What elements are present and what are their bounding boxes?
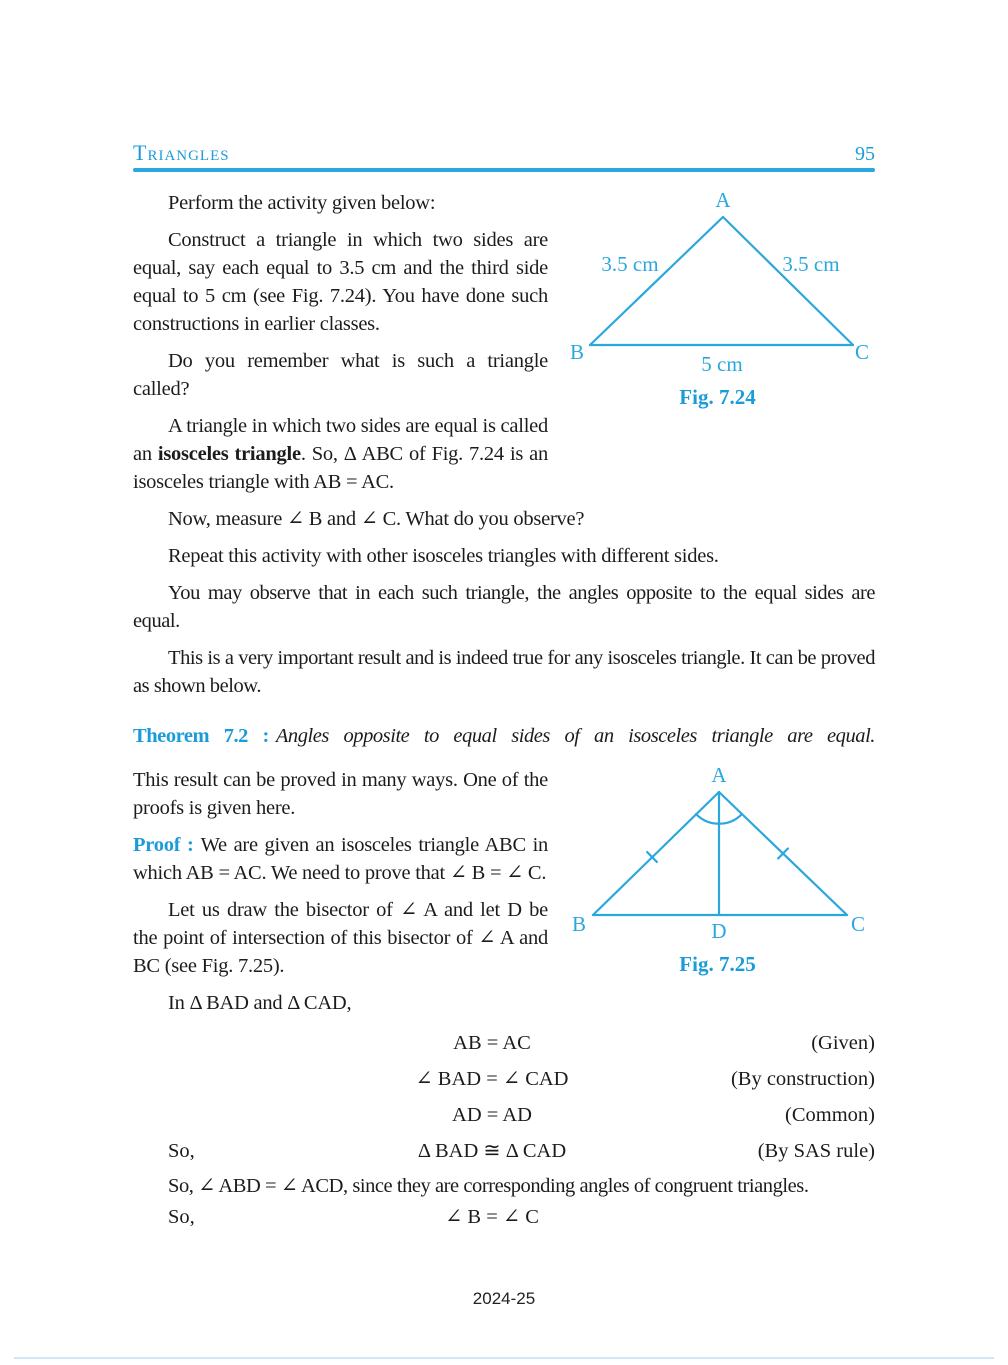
proof-label: Proof : <box>133 834 194 856</box>
paragraph-result-proved: This result can be proved in many ways. One of the proofs is given here. <box>133 769 548 819</box>
conclusion-expression: ∠ B = ∠ C <box>445 1206 539 1228</box>
equation-reason: (By construction) <box>730 1068 875 1090</box>
equation-row <box>133 1026 875 1062</box>
page-content <box>133 140 875 1236</box>
side-ab-line <box>590 217 723 345</box>
definition-pre-text: A triangle in which two sides are equal is called an <box>133 415 548 465</box>
paragraph-isosceles-definition <box>133 412 875 496</box>
equation-connector: So, <box>168 1140 195 1162</box>
header-rule <box>133 168 875 172</box>
equation-row <box>133 1134 875 1170</box>
proof-text: We are given an isosceles triangle ABC in which AB = AC. We need to prove that ∠ B = ∠ C. <box>133 834 549 884</box>
equation-reason: (Common) <box>785 1104 875 1126</box>
vertex-a-label: A <box>715 189 731 212</box>
side-ac-line <box>723 217 853 345</box>
figure-7-24 <box>560 189 875 410</box>
equation-reason: (By SAS rule) <box>757 1140 875 1162</box>
paragraph-now-measure: Now, measure ∠ B and ∠ C. What do you observe? <box>168 508 585 530</box>
conclusion-row <box>133 1200 875 1236</box>
vertex-c-label: C <box>854 340 870 364</box>
definition-post-text: . So, Δ ABC of Fig. 7.24 is an isosceles triangle with AB = AC. <box>133 443 548 493</box>
paragraph-do-you-remember: Do you remember what is such a triangle called? <box>133 350 548 400</box>
page-header <box>133 140 875 166</box>
figure-7-24-caption: Fig. 7.24 <box>679 385 756 409</box>
equation-expression: Δ BAD ≅ Δ CAD <box>417 1140 567 1162</box>
equation-expression: AB = AC <box>453 1032 531 1054</box>
equation-reason: (Given) <box>811 1032 875 1054</box>
point-d-label: D <box>711 919 727 943</box>
paragraph-corresponding-angles: So, ∠ ABD = ∠ ACD, since they are corresponding angles of congruent triangles. <box>168 1175 809 1197</box>
isosceles-triangle-diagram <box>560 189 875 384</box>
paragraph-construct-triangle: Construct a triangle in which two sides are equal, say each equal to 3.5 cm and the third side equal to 5 cm (see Fig. 7.24). You have done such constructions in earlier classes. <box>133 229 548 335</box>
isosceles-triangle-term: isosceles triangle <box>157 443 301 465</box>
vertex-b-label: B <box>571 912 587 936</box>
paragraph-in-triangles: In Δ BAD and Δ CAD, <box>168 992 352 1014</box>
equation-row <box>133 1098 875 1134</box>
vertex-c-label: C <box>850 912 866 936</box>
paragraph-you-may-observe: You may observe that in each such triangle, the angles opposite to the equal sides are equal. <box>133 582 875 632</box>
page-bottom-rule <box>14 1357 994 1359</box>
figure-7-25-caption: Fig. 7.25 <box>679 952 756 976</box>
theorem-label: Theorem 7.2 : <box>133 725 269 747</box>
side-ab-line <box>593 792 719 915</box>
theorem-7-2 <box>133 722 875 750</box>
paragraph-bisector: Let us draw the bisector of ∠ A and let D be the point of intersection of this bisector of ∠ A and BC (see Fig. 7.25). <box>133 899 548 977</box>
paragraph-important-result: This is a very important result and is indeed true for any isosceles triangle. It can be proved as shown below. <box>133 647 875 697</box>
bisector-triangle-diagram <box>560 766 875 951</box>
paragraph-perform-activity: Perform the activity given below: <box>168 192 436 214</box>
conclusion-connector: So, <box>168 1206 195 1228</box>
side-bc-measure: 5 cm <box>701 352 743 376</box>
equation-row <box>133 1062 875 1098</box>
proof-equations <box>133 1026 875 1170</box>
figure-7-25 <box>560 766 875 977</box>
equation-expression: ∠ BAD = ∠ CAD <box>415 1068 569 1090</box>
vertex-a-label: A <box>711 766 727 787</box>
vertex-b-label: B <box>569 340 585 364</box>
chapter-title: Triangles <box>133 140 230 165</box>
paragraph-repeat-activity: Repeat this activity with other isosceles triangles with different sides. <box>168 545 719 567</box>
page-number: 95 <box>855 143 875 165</box>
side-ab-measure: 3.5 cm <box>601 252 659 276</box>
side-ac-measure: 3.5 cm <box>782 252 840 276</box>
footer-edition: 2024-25 <box>472 1289 536 1308</box>
theorem-statement: Angles opposite to equal sides of an isosceles triangle are equal. <box>275 725 875 747</box>
equation-expression: AD = AD <box>452 1104 532 1126</box>
